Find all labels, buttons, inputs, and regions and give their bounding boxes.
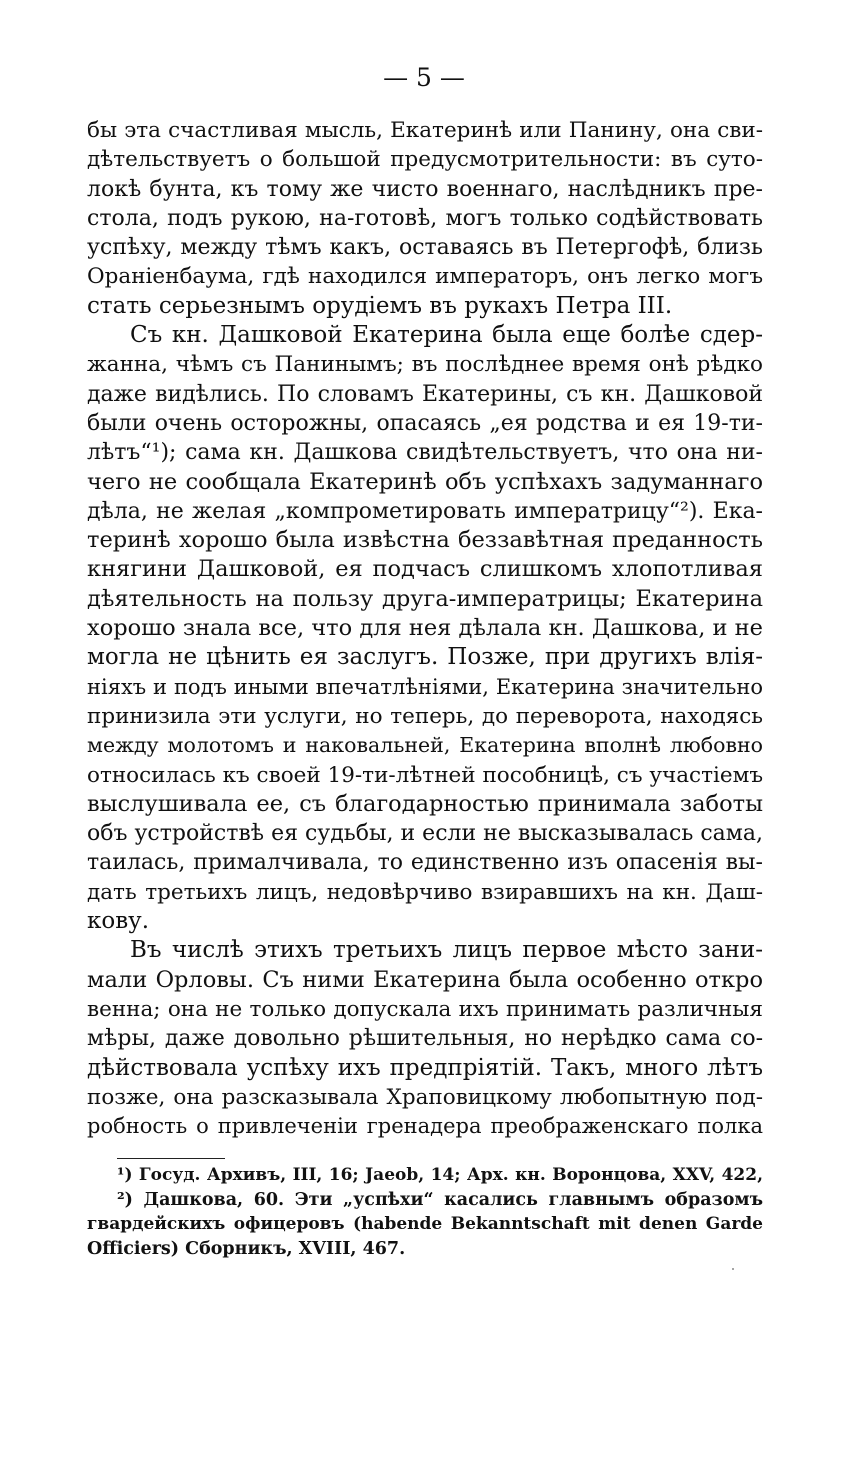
- footnote-divider: [117, 1158, 225, 1159]
- footnote-line: ²) Дашкова, 60. Эти „успѣхи“ касались главнымъ образомъ: [117, 1189, 763, 1210]
- text-line: Съ кн. Дашковой Екатерина была еще болѣе сдер-: [130, 322, 763, 349]
- text-line: стать серьезнымъ орудіемъ въ рукахъ Петра III.: [87, 292, 673, 319]
- text-line: бы эта счастливая мысль, Екатеринѣ или Панину, она сви-: [87, 118, 763, 143]
- text-line: между молотомъ и наковальней, Екатерина вполнѣ любовно: [87, 733, 763, 758]
- text-line: дѣятельность на пользу друга-императрицы; Екатерина: [87, 585, 763, 612]
- text-line: успѣху, между тѣмъ какъ, оставаясь въ Петергофѣ, близь: [87, 235, 763, 261]
- text-line: Ораніенбаума, гдѣ находился императоръ, онъ легко могъ: [87, 264, 763, 290]
- text-line: локѣ бунта, къ тому же чисто военнаго, наслѣдникъ пре-: [87, 176, 763, 202]
- text-line: выслушивала ее, съ благодарностью принимала заботы: [87, 790, 763, 817]
- text-line: дѣтельствуетъ о большой предусмотрительности: въ суто-: [87, 147, 763, 173]
- text-line: принизила эти услуги, но теперь, до переворота, находясь: [87, 703, 763, 729]
- footnotes: [87, 1163, 763, 1261]
- text-line: даже видѣлись. По словамъ Екатерины, съ кн. Дашковой: [87, 381, 763, 407]
- text-line: стола, подъ рукою, на-готовѣ, могъ только содѣйствовать: [87, 205, 763, 231]
- text-line: княгини Дашковой, ея подчасъ слишкомъ хлопотливая: [87, 556, 763, 583]
- text-line: жанна, чѣмъ съ Панинымъ; въ послѣднее время онѣ рѣдко: [87, 352, 763, 378]
- text-line: лѣтъ“¹); сама кн. Дашкова свидѣтельствуетъ, что она ни-: [87, 440, 763, 466]
- footnote-line: ¹) Госуд. Архивъ, III, 16; Jaeob, 14; Арх. кн. Воронцова, XXV, 422,: [117, 1165, 763, 1185]
- footnote-line: гвардейскихъ офицеровъ (habende Bekanntschaft mit denen Garde: [87, 1214, 763, 1234]
- text-line: относилась къ своей 19-ти-лѣтней пособницѣ, съ участіемъ: [87, 762, 763, 788]
- text-line: могла не цѣнить ея заслугъ. Позже, при другихъ влія-: [87, 644, 763, 671]
- text-line: Въ числѣ этихъ третьихъ лицъ первое мѣсто зани-: [130, 937, 763, 964]
- text-line: чего не сообщала Екатеринѣ объ успѣхахъ задуманнаго: [87, 468, 763, 495]
- text-line: теринѣ хорошо была извѣстна беззавѣтная преданность: [87, 527, 763, 554]
- text-line: дать третьихъ лицъ, недовѣрчиво взиравшихъ на кн. Даш-: [87, 879, 763, 905]
- text-line: позже, она разсказывала Храповицкому любопытную под-: [87, 1084, 763, 1110]
- text-line: робность о привлеченіи гренадера преображенскаго полка: [87, 1114, 763, 1139]
- text-line: венна; она не только допускала ихъ принимать различныя: [87, 996, 763, 1022]
- text-line: ніяхъ и подъ иными впечатлѣніями, Екатерина значительно: [87, 674, 763, 699]
- text-line: кову.: [87, 908, 150, 935]
- text-line: мали Орловы. Съ ними Екатерина была особенно откро: [87, 966, 763, 993]
- text-line: таилась, прималчивала, то единственно изъ опасенія вы-: [87, 850, 763, 876]
- body-text: [87, 116, 763, 1141]
- text-line: были очень осторожны, опасаясь „ея родства и ея 19-ти-: [87, 410, 763, 436]
- speck-mark: [732, 1268, 734, 1270]
- footnote-line: Officiers) Сборникъ, XVIII, 467.: [87, 1238, 406, 1259]
- text-line: объ устройствѣ ея судьбы, и если не высказывалась сама,: [87, 821, 763, 847]
- text-line: дѣла, не желая „компрометировать императрицу“²). Ека-: [87, 498, 763, 524]
- text-line: дѣйствовала успѣху ихъ предпріятій. Такъ, много лѣтъ: [87, 1054, 763, 1081]
- page-number: — 5 —: [383, 63, 465, 92]
- text-line: хорошо знала все, что для нея дѣлала кн. Дашкова, и не: [87, 615, 763, 642]
- text-line: мѣры, даже довольно рѣшительныя, но нерѣдко сама со-: [87, 1026, 763, 1052]
